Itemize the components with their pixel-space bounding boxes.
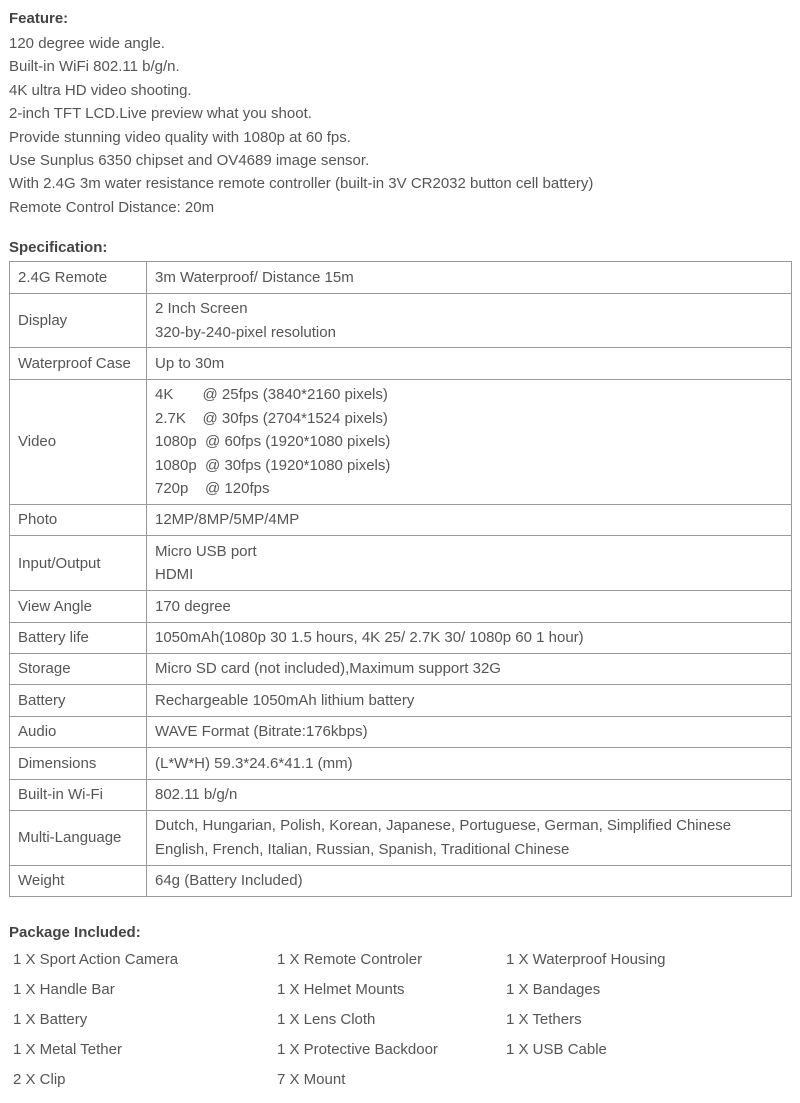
spec-label: Video [10, 379, 147, 504]
specification-table [9, 261, 792, 897]
spec-value-line: 170 degree [155, 597, 231, 615]
spec-value [147, 348, 792, 379]
feature-heading: Feature: [9, 10, 69, 27]
package-item: 7 X Mount [277, 1071, 346, 1089]
package-item: 1 X Remote Controler [277, 951, 423, 969]
spec-row [10, 685, 792, 716]
spec-value [147, 262, 792, 293]
package-row [9, 1065, 792, 1095]
spec-value [147, 536, 792, 591]
spec-value-line: English, French, Italian, Russian, Spanish, Traditional Chinese [155, 840, 570, 858]
spec-value-line: 4K @ 25fps (3840*2160 pixels) [155, 386, 388, 404]
spec-row [10, 379, 792, 504]
package-heading: Package Included: [9, 924, 141, 942]
spec-value [147, 504, 792, 535]
package-item: 1 X Lens Cloth [277, 1011, 376, 1029]
spec-value-line: Dutch, Hungarian, Polish, Korean, Japanese, Portuguese, German, Simplified Chinese [155, 817, 732, 835]
spec-value-line: HDMI [155, 566, 194, 584]
spec-value [147, 293, 792, 348]
spec-value-line: 64g (Battery Included) [155, 872, 303, 890]
spec-label: View Angle [10, 591, 147, 622]
feature-item: Use Sunplus 6350 chipset and OV4689 image sensor. [9, 152, 370, 170]
spec-row [10, 262, 792, 293]
spec-value-line: 12MP/8MP/5MP/4MP [155, 511, 300, 529]
spec-label: Weight [10, 865, 147, 896]
package-row [9, 975, 792, 1005]
spec-value-line: 720p @ 120fps [155, 480, 270, 497]
spec-row [10, 653, 792, 684]
package-item: 1 X Sport Action Camera [13, 951, 179, 969]
feature-item: 120 degree wide angle. [9, 35, 165, 52]
package-item: 1 X Battery [13, 1011, 88, 1029]
spec-label: Dimensions [10, 748, 147, 779]
spec-value-line: 3m Waterproof/ Distance 15m [155, 268, 354, 286]
spec-row [10, 865, 792, 896]
spec-label: Multi-Language [10, 810, 147, 865]
spec-row [10, 622, 792, 653]
spec-value [147, 716, 792, 747]
spec-value-line: (L*W*H) 59.3*24.6*41.1 (mm) [155, 754, 353, 772]
spec-value [147, 779, 792, 810]
spec-value-line: 320-by-240-pixel resolution [155, 323, 336, 341]
spec-value [147, 591, 792, 622]
package-item: 1 X Protective Backdoor [277, 1041, 438, 1059]
package-list [9, 945, 792, 1095]
spec-value [147, 748, 792, 779]
spec-row [10, 748, 792, 779]
package-item: 2 X Clip [13, 1071, 66, 1089]
feature-item: 2-inch TFT LCD.Live preview what you shoot. [9, 105, 312, 123]
spec-row [10, 779, 792, 810]
package-item: 1 X Bandages [506, 981, 601, 999]
package-item: 1 X Metal Tether [13, 1041, 122, 1059]
feature-item: Provide stunning video quality with 1080p at 60 fps. [9, 128, 351, 146]
spec-value-line: WAVE Format (Bitrate:176kbps) [155, 723, 368, 741]
spec-label: Battery life [10, 622, 147, 653]
spec-value [147, 810, 792, 865]
spec-value-line: Rechargeable 1050mAh lithium battery [155, 691, 415, 709]
package-item: 1 X Tethers [506, 1011, 582, 1029]
feature-item: With 2.4G 3m water resistance remote controller (built-in 3V CR2032 button cell battery) [9, 175, 594, 193]
spec-value-line: Micro USB port [155, 542, 257, 560]
spec-value [147, 653, 792, 684]
feature-list [9, 32, 792, 219]
spec-row [10, 591, 792, 622]
spec-value-line: Up to 30m [155, 354, 225, 372]
spec-value-line: 802.11 b/g/n [155, 786, 238, 804]
package-item: 1 X Waterproof Housing [506, 951, 666, 969]
spec-row [10, 348, 792, 379]
feature-item: Built-in WiFi 802.11 b/g/n. [9, 58, 180, 76]
spec-value-line: Micro SD card (not included),Maximum support 32G [155, 660, 501, 678]
spec-value [147, 685, 792, 716]
spec-label: Input/Output [10, 536, 147, 591]
spec-label: Waterproof Case [10, 348, 147, 379]
product-description [9, 10, 792, 1095]
spec-label: Built-in Wi-Fi [10, 779, 147, 810]
package-row [9, 1005, 792, 1035]
specification-heading: Specification: [9, 239, 108, 257]
spec-label: Battery [10, 685, 147, 716]
specification-table-body [10, 262, 792, 897]
package-item: 1 X Helmet Mounts [277, 981, 405, 999]
spec-value-line: 1050mAh(1080p 30 1.5 hours, 4K 25/ 2.7K 30/ 1080p 60 1 hour) [155, 629, 584, 647]
spec-value-line: 2.7K @ 30fps (2704*1524 pixels) [155, 409, 388, 427]
spec-label: Photo [10, 504, 147, 535]
spec-row [10, 536, 792, 591]
spec-row [10, 810, 792, 865]
spec-row [10, 293, 792, 348]
spec-label: Audio [10, 716, 147, 747]
spec-row [10, 504, 792, 535]
feature-item: Remote Control Distance: 20m [9, 198, 215, 216]
spec-value-line: 2 Inch Screen [155, 300, 248, 318]
spec-label: Display [10, 293, 147, 348]
package-row [9, 1035, 792, 1065]
spec-value [147, 865, 792, 896]
spec-label: 2.4G Remote [10, 262, 147, 293]
spec-label: Storage [10, 653, 147, 684]
spec-value [147, 379, 792, 504]
spec-value-line: 1080p @ 30fps (1920*1080 pixels) [155, 456, 391, 474]
spec-value-line: 1080p @ 60fps (1920*1080 pixels) [155, 433, 391, 451]
package-item: 1 X USB Cable [506, 1041, 607, 1059]
feature-item: 4K ultra HD video shooting. [9, 81, 192, 99]
spec-row [10, 716, 792, 747]
package-row [9, 945, 792, 975]
package-item: 1 X Handle Bar [13, 981, 115, 999]
spec-value [147, 622, 792, 653]
